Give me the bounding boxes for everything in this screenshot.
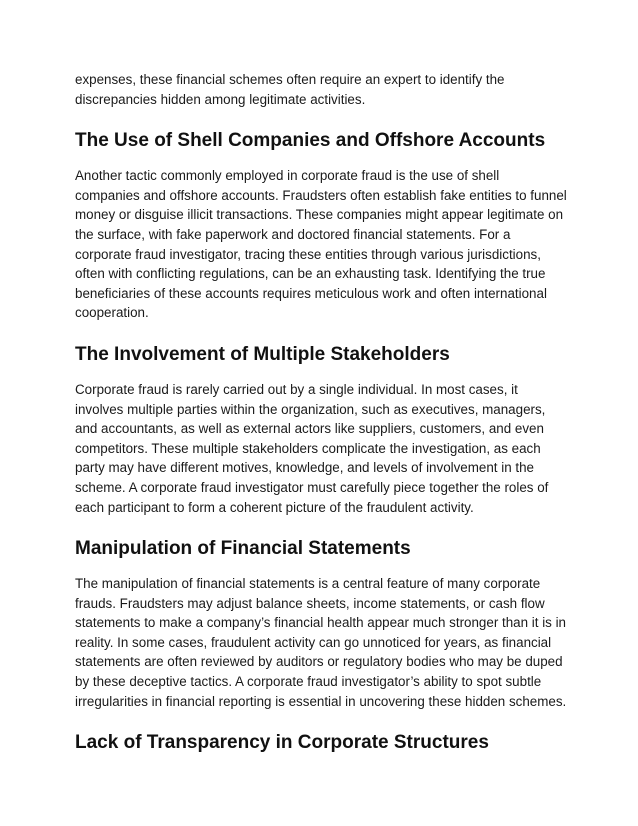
- section-body-shell-companies: Another tactic commonly employed in corporate fraud is the use of shell companies and offshore accounts. Fraudsters often establish fake entities to funnel money or disguise illicit transactions. These companies might appear legitimate on the surface, with fake paperwork and doctored financial statements. For a corporate fraud investigator, tracing these entities through various jurisdictions, often with conflicting regulations, can be an exhausting task. Identifying the true beneficiaries of these accounts requires meticulous work and often international cooperation.: [75, 168, 567, 321]
- section-heading-financial-statements: Manipulation of Financial Statements: [75, 538, 411, 560]
- intro-paragraph: expenses, these financial schemes often require an expert to identify the discrepancies hidden among legitimate activities.: [75, 72, 505, 107]
- document-page: [75, 70, 567, 755]
- section-heading-transparency: Lack of Transparency in Corporate Structures: [75, 732, 489, 754]
- section-heading-stakeholders: The Involvement of Multiple Stakeholders: [75, 343, 450, 365]
- section-body-stakeholders: Corporate fraud is rarely carried out by a single individual. In most cases, it involves multiple parties within the organization, such as executives, managers, and accountants, as well as external actors like suppliers, customers, and even competitors. These multiple stakeholders complicate the investigation, as each party may have different motives, knowledge, and levels of involvement in the scheme. A corporate fraud investigator must carefully piece together the roles of each participant to form a coherent picture of the fraudulent activity.: [75, 381, 549, 515]
- section-body-financial-statements: The manipulation of financial statements is a central feature of many corporate frauds. Fraudsters may adjust balance sheets, income statements, or cash flow statements to make a company’s financial health appear much stronger than it is in reality. In some cases, fraudulent activity can go unnoticed for years, as financial statements are often reviewed by auditors or regulatory bodies who may be duped by these deceptive tactics. A corporate fraud investigator’s ability to spot subtle irregularities in financial reporting is essential in uncovering these hidden schemes.: [75, 576, 567, 709]
- section-heading-shell-companies: The Use of Shell Companies and Offshore Accounts: [75, 130, 546, 152]
